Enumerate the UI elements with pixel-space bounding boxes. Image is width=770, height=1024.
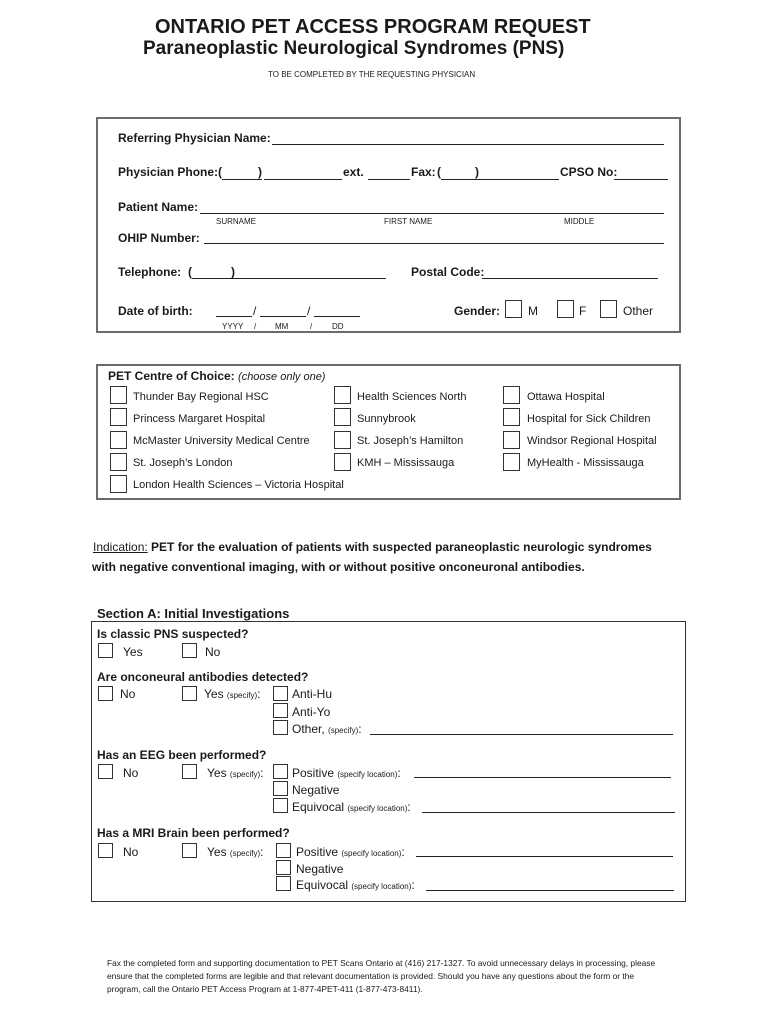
- q2-no-checkbox[interactable]: [98, 686, 113, 701]
- centre-mcmaster-label: McMaster University Medical Centre: [133, 435, 310, 447]
- form-subtitle: Paraneoplastic Neurological Syndromes (PNS): [143, 38, 565, 59]
- patient-name-field[interactable]: [200, 213, 664, 214]
- q4-yes-checkbox[interactable]: [182, 843, 197, 858]
- centre-princess-margaret-label: Princess Margaret Hospital: [133, 413, 266, 425]
- centre-ottawa-checkbox[interactable]: [503, 386, 520, 404]
- q1-yes-label: Yes: [123, 645, 143, 659]
- q3-positive-colon: :: [397, 766, 401, 780]
- q2-yes-wrap: [204, 687, 261, 701]
- q3-yes-wrap: [207, 766, 264, 780]
- q4-positive-wrap: [296, 845, 405, 859]
- q4-specify-hint: (specify): [229, 849, 261, 858]
- q3-equivocal-wrap: [292, 800, 411, 814]
- q3-question: Has an EEG been performed?: [97, 748, 267, 762]
- ohip-field[interactable]: [204, 243, 664, 244]
- q3-yes-label: Yes: [207, 766, 227, 780]
- q3-colon: :: [260, 766, 264, 780]
- q3-positive-wrap: [292, 766, 401, 780]
- fax-paren-open: (: [437, 165, 441, 179]
- q2-other-specify-hint: (specify): [328, 726, 359, 735]
- q3-negative-checkbox[interactable]: [273, 781, 288, 796]
- physician-phone-label: Physician Phone:: [118, 165, 219, 179]
- patient-name-label: Patient Name:: [118, 200, 199, 214]
- gender-label: Gender:: [454, 304, 501, 318]
- q3-no-checkbox[interactable]: [98, 764, 113, 779]
- q2-question: Are onconeural antibodies detected?: [97, 670, 309, 684]
- q3-specify-hint: (specify): [229, 770, 261, 779]
- centre-st-josephs-london-label: St. Joseph’s London: [133, 457, 233, 469]
- q4-equivocal-field[interactable]: [426, 890, 674, 891]
- indication-label: Indication:: [93, 540, 148, 554]
- completion-note: TO BE COMPLETED BY THE REQUESTING PHYSICIAN: [268, 70, 476, 79]
- centre-myhealth-checkbox[interactable]: [503, 453, 520, 471]
- q3-equivocal-checkbox[interactable]: [273, 798, 288, 813]
- gender-m-checkbox[interactable]: [505, 300, 522, 318]
- q4-positive-label: Positive: [296, 845, 339, 859]
- centre-st-josephs-hamilton-label: St. Joseph’s Hamilton: [357, 435, 464, 447]
- centre-sick-children-label: Hospital for Sick Children: [527, 413, 651, 425]
- q4-no-checkbox[interactable]: [98, 843, 113, 858]
- dob-year-field[interactable]: [216, 316, 252, 317]
- q4-equivocal-checkbox[interactable]: [276, 876, 291, 891]
- dob-hint-mm: MM: [275, 322, 289, 331]
- q2-specify-hint: (specify): [226, 691, 258, 700]
- q4-equivocal-wrap: [296, 878, 415, 892]
- ext-label: ext.: [343, 165, 364, 179]
- q3-equivocal-hint: (specify location): [347, 804, 408, 813]
- referring-physician-field[interactable]: [272, 144, 664, 145]
- dob-hint-sep2: /: [310, 322, 313, 331]
- footer-instructions: Fax the completed form and supporting documentation to PET Scans Ontario at (416) 217-1327. To avoid unnecessary delays in processing, please ensure that the completed forms are legible and that relevant documentation is provided. Should you have any questions about the form or the program, call the Ontario PET Access Program at 1-877-4PET-411 (1-877-473-8411).: [107, 958, 656, 994]
- first-name-hint: FIRST NAME: [384, 217, 433, 226]
- phone-paren-close: ): [258, 165, 262, 179]
- centre-thunder-bay-checkbox[interactable]: [110, 386, 127, 404]
- centre-myhealth-label: MyHealth - Mississauga: [527, 457, 644, 469]
- dob-month-field[interactable]: [260, 316, 306, 317]
- telephone-label: Telephone:: [118, 265, 182, 279]
- q1-no-checkbox[interactable]: [182, 643, 197, 658]
- centre-thunder-bay-label: Thunder Bay Regional HSC: [133, 391, 269, 403]
- centre-windsor-label: Windsor Regional Hospital: [527, 435, 657, 447]
- ext-field[interactable]: [368, 179, 410, 180]
- surname-hint: SURNAME: [216, 217, 257, 226]
- q2-yes-label: Yes: [204, 687, 224, 701]
- q2-other-wrap: [292, 722, 362, 736]
- q1-question: Is classic PNS suspected?: [97, 627, 249, 641]
- postal-code-field[interactable]: [482, 278, 658, 279]
- q3-negative-label: Negative: [292, 783, 340, 797]
- gender-other-label: Other: [623, 304, 654, 318]
- centre-kmh-label: KMH – Mississauga: [357, 457, 455, 469]
- indication-text-2: with negative conventional imaging, with or without positive onconeuronal antibodies.: [92, 560, 585, 574]
- pet-centre-hint: (choose only one): [238, 371, 326, 383]
- q1-yes-checkbox[interactable]: [98, 643, 113, 658]
- dob-label: Date of birth:: [118, 304, 193, 318]
- dob-separator-1: /: [253, 304, 257, 318]
- q2-other-colon: :: [358, 722, 362, 736]
- q4-positive-hint: (specify location): [341, 849, 402, 858]
- indication-text-1: PET for the evaluation of patients with suspected paraneoplastic neurologic syndromes: [151, 540, 652, 554]
- postal-code-label: Postal Code:: [411, 265, 485, 279]
- q4-equivocal-hint: (specify location): [351, 882, 412, 891]
- tel-paren-open: (: [188, 265, 192, 279]
- q4-positive-field[interactable]: [416, 856, 673, 857]
- fax-label: Fax:: [411, 165, 436, 179]
- q2-anti-hu-checkbox[interactable]: [273, 686, 288, 701]
- q4-positive-checkbox[interactable]: [276, 843, 291, 858]
- centre-sunnybrook-label: Sunnybrook: [357, 413, 416, 425]
- q4-yes-label: Yes: [207, 845, 227, 859]
- centre-mcmaster-checkbox[interactable]: [110, 431, 127, 449]
- centre-kmh-checkbox[interactable]: [334, 453, 351, 471]
- q4-yes-wrap: [207, 845, 264, 859]
- gender-f-label: F: [579, 304, 587, 318]
- q3-equivocal-label: Equivocal: [292, 800, 345, 814]
- q3-positive-hint: (specify location): [337, 770, 398, 779]
- centre-windsor-checkbox[interactable]: [503, 431, 520, 449]
- q3-equivocal-field[interactable]: [422, 812, 675, 813]
- q3-positive-field[interactable]: [414, 777, 671, 778]
- centre-health-sciences-north-checkbox[interactable]: [334, 386, 351, 404]
- q1-no-label: No: [205, 645, 221, 659]
- q4-equivocal-colon: :: [411, 878, 415, 892]
- physician-area-code-field[interactable]: [222, 179, 262, 180]
- centre-london-health-checkbox[interactable]: [110, 475, 127, 493]
- dob-hint-sep1: /: [254, 322, 257, 331]
- physician-phone-field[interactable]: [264, 179, 342, 180]
- q4-negative-label: Negative: [296, 862, 344, 876]
- telephone-field[interactable]: [192, 278, 386, 279]
- indication-line-1: [93, 540, 652, 554]
- centre-london-health-label: London Health Sciences – Victoria Hospital: [133, 479, 344, 491]
- q3-no-label: No: [123, 766, 139, 780]
- phone-paren-open: (: [218, 165, 222, 179]
- q3-positive-checkbox[interactable]: [273, 764, 288, 779]
- pet-centre-label: PET Centre of Choice:: [108, 369, 235, 383]
- section-a-title: Section A: Initial Investigations: [97, 606, 290, 621]
- q3-positive-label: Positive: [292, 766, 335, 780]
- q4-positive-colon: :: [401, 845, 405, 859]
- q2-other-label: Other,: [292, 722, 325, 736]
- dob-hint-yyyy: YYYY: [222, 322, 244, 331]
- q4-colon: :: [260, 845, 264, 859]
- q2-other-checkbox[interactable]: [273, 720, 288, 735]
- gender-f-checkbox[interactable]: [557, 300, 574, 318]
- centre-st-josephs-hamilton-checkbox[interactable]: [334, 431, 351, 449]
- referring-physician-label: Referring Physician Name:: [118, 131, 271, 145]
- q4-question: Has a MRI Brain been performed?: [97, 826, 290, 840]
- centre-sick-children-checkbox[interactable]: [503, 408, 520, 426]
- cpso-field[interactable]: [614, 179, 668, 180]
- gender-m-label: M: [528, 304, 538, 318]
- q4-negative-checkbox[interactable]: [276, 860, 291, 875]
- q4-no-label: No: [123, 845, 139, 859]
- fax-paren-close: ): [475, 165, 479, 179]
- ohip-label: OHIP Number:: [118, 231, 200, 245]
- q3-yes-checkbox[interactable]: [182, 764, 197, 779]
- centre-ottawa-label: Ottawa Hospital: [527, 391, 605, 403]
- tel-paren-close: ): [231, 265, 235, 279]
- dob-hint-dd: DD: [332, 322, 344, 331]
- form-title: ONTARIO PET ACCESS PROGRAM REQUEST: [155, 16, 591, 38]
- q2-other-field[interactable]: [370, 734, 673, 735]
- q2-anti-yo-checkbox[interactable]: [273, 703, 288, 718]
- centre-health-sciences-north-label: Health Sciences North: [357, 391, 467, 403]
- q2-anti-hu-label: Anti-Hu: [292, 687, 333, 701]
- q2-no-label: No: [120, 687, 136, 701]
- fax-field[interactable]: [441, 179, 559, 180]
- gender-other-checkbox[interactable]: [600, 300, 617, 318]
- middle-name-hint: MIDDLE: [564, 217, 595, 226]
- dob-separator-2: /: [307, 304, 311, 318]
- centre-princess-margaret-checkbox[interactable]: [110, 408, 127, 426]
- q2-colon: :: [257, 687, 261, 701]
- centre-sunnybrook-checkbox[interactable]: [334, 408, 351, 426]
- pet-centre-heading: [108, 369, 325, 383]
- q4-equivocal-label: Equivocal: [296, 878, 349, 892]
- cpso-label: CPSO No:: [560, 165, 618, 179]
- q2-yes-checkbox[interactable]: [182, 686, 197, 701]
- dob-day-field[interactable]: [314, 316, 360, 317]
- q2-anti-yo-label: Anti-Yo: [292, 705, 331, 719]
- centre-st-josephs-london-checkbox[interactable]: [110, 453, 127, 471]
- q3-equivocal-colon: :: [407, 800, 411, 814]
